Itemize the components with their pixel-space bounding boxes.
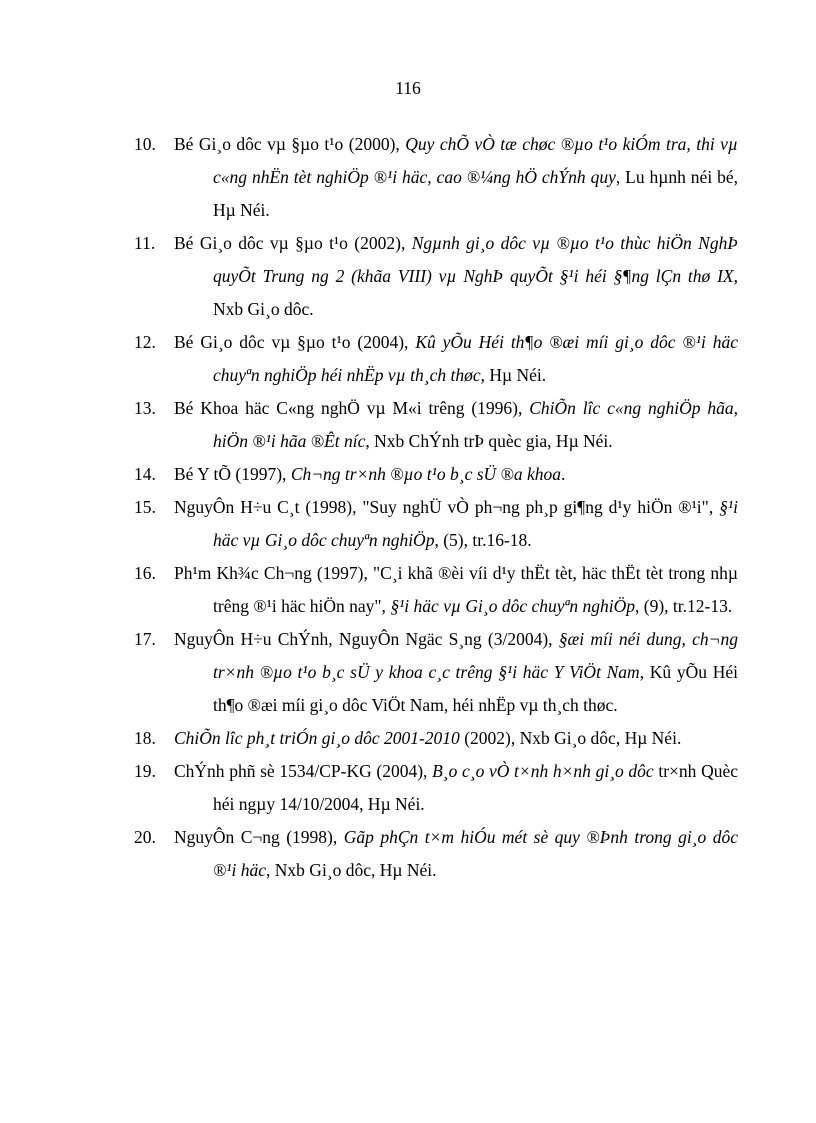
reference-publisher: tr×nh Quèc héi ngµy 14/10/2004, Hµ Néi. <box>213 761 738 814</box>
reference-number: 17. <box>134 629 156 649</box>
reference-number: 11. <box>134 233 156 253</box>
reference-text <box>174 332 738 385</box>
reference-authors: Bé Khoa häc C«ng nghÖ vµ M«i trêng (1996), <box>174 398 530 418</box>
reference-item-11 <box>0 227 738 326</box>
reference-item-13 <box>0 392 738 458</box>
reference-item-15 <box>0 491 738 557</box>
reference-publisher: , Kû yÕu Héi th¶o ®æi míi gi¸o dôc ViÖt Nam, héi nhËp vµ th¸ch thøc. <box>213 662 738 715</box>
reference-item-10 <box>0 128 738 227</box>
reference-item-18 <box>0 722 738 755</box>
reference-publisher: , Hµ Néi. <box>480 365 547 385</box>
reference-item-20 <box>0 821 738 887</box>
reference-title: Ch¬ng tr×nh ®µo t¹o b¸c sÜ ®a khoa <box>290 464 561 484</box>
reference-text <box>174 497 738 550</box>
reference-text <box>174 761 738 814</box>
reference-title: Kû yÕu Héi th¶o ®æi míi gi¸o dôc ®¹i häc chuyªn nghiÖp héi nhËp vµ th¸ch thøc <box>213 332 738 385</box>
reference-number: 13. <box>134 398 156 418</box>
reference-number: 12. <box>134 332 156 352</box>
reference-authors: Ph¹m Kh¾c Ch¬ng (1997), "C¸i khã ®èi víi d¹y thËt tèt, häc thËt tèt trong nhµ trêng ®¹i häc hiÖn nay", <box>174 563 738 616</box>
reference-title: Quy chÕ vÒ tæ chøc ®µo t¹o kiÓm tra, thi vµ c«ng nhËn tèt nghiÖp ®¹i häc, cao ®¼ng hÖ chÝnh quy <box>213 134 738 187</box>
reference-title: B¸o c¸o vÒ t×nh h×nh gi¸o dôc <box>432 761 654 781</box>
reference-text <box>174 464 565 484</box>
reference-authors: Bé Gi¸o dôc vµ §µo t¹o (2002), <box>174 233 412 253</box>
reference-authors: NguyÔn C¬ng (1998), <box>174 827 344 847</box>
reference-item-17 <box>0 623 738 722</box>
reference-title: ChiÕn lîc ph¸t triÓn gi¸o dôc 2001-2010 <box>174 728 460 748</box>
reference-title: ChiÕn lîc c«ng nghiÖp hãa, hiÖn ®¹i hãa ®Êt níc <box>213 398 739 451</box>
reference-list <box>0 128 816 887</box>
reference-text <box>174 563 738 616</box>
reference-number: 16. <box>134 563 156 583</box>
reference-title: Ngµnh gi¸o dôc vµ ®µo t¹o thùc hiÖn NghÞ quyÕt Trung ng 2 (khãa VIII) vµ NghÞ quyÕt §¹i héi §¶ng lÇn thø IX <box>213 233 739 286</box>
reference-publisher: , (5), tr.16-18. <box>434 530 532 550</box>
reference-authors: NguyÔn H÷u C¸t (1998), "Suy nghÜ vÒ ph¬ng ph¸p gi¶ng d¹y hiÖn ®¹i", <box>174 497 720 517</box>
reference-item-19 <box>0 755 738 821</box>
reference-item-16 <box>0 557 738 623</box>
reference-title: §¹i häc vµ Gi¸o dôc chuyªn nghiÖp <box>213 497 738 550</box>
reference-title: §¹i häc vµ Gi¸o dôc chuyªn nghiÖp <box>390 596 635 616</box>
reference-number: 10. <box>134 134 156 154</box>
reference-text <box>174 827 738 880</box>
reference-text <box>174 134 738 220</box>
reference-authors: Bé Gi¸o dôc vµ §µo t¹o (2000), <box>174 134 406 154</box>
reference-publisher: , Lu hµnh néi bé, Hµ Néi. <box>213 167 739 220</box>
reference-authors: NguyÔn H÷u ChÝnh, NguyÔn Ngäc S¸ng (3/2004), <box>174 629 559 649</box>
reference-publisher: (2002), Nxb Gi¸o dôc, Hµ Néi. <box>459 728 682 748</box>
reference-text <box>174 728 681 748</box>
reference-number: 14. <box>134 464 156 484</box>
reference-number: 15. <box>134 497 156 517</box>
page-number: 116 <box>395 78 421 98</box>
reference-authors: Bé Y tÕ (1997), <box>174 464 291 484</box>
reference-authors: ChÝnh phñ sè 1534/CP-KG (2004), <box>174 761 433 781</box>
reference-item-12 <box>0 326 738 392</box>
reference-number: 18. <box>134 728 156 748</box>
reference-publisher: , (9), tr.12-13. <box>635 596 733 616</box>
reference-text <box>174 233 738 319</box>
reference-text <box>174 398 738 451</box>
reference-text <box>174 629 738 715</box>
reference-publisher: . <box>561 464 566 484</box>
reference-authors: Bé Gi¸o dôc vµ §µo t¹o (2004), <box>174 332 416 352</box>
reference-title: Gãp phÇn t×m hiÓu mét sè quy ®Þnh trong gi¸o dôc ®¹i häc <box>213 827 738 880</box>
reference-number: 20. <box>134 827 156 847</box>
reference-publisher: , Nxb Gi¸o dôc, Hµ Néi. <box>266 860 437 880</box>
reference-publisher: , Nxb ChÝnh trÞ quèc gia, Hµ Néi. <box>365 431 613 451</box>
reference-item-14 <box>0 458 738 491</box>
reference-title: §æi míi néi dung, ch¬ng tr×nh ®µo t¹o b¸c sÜ y khoa c¸c trêng §¹i häc Y ViÖt Nam <box>213 629 738 682</box>
reference-number: 19. <box>134 761 156 781</box>
reference-publisher: , Nxb Gi¸o dôc. <box>213 266 738 319</box>
